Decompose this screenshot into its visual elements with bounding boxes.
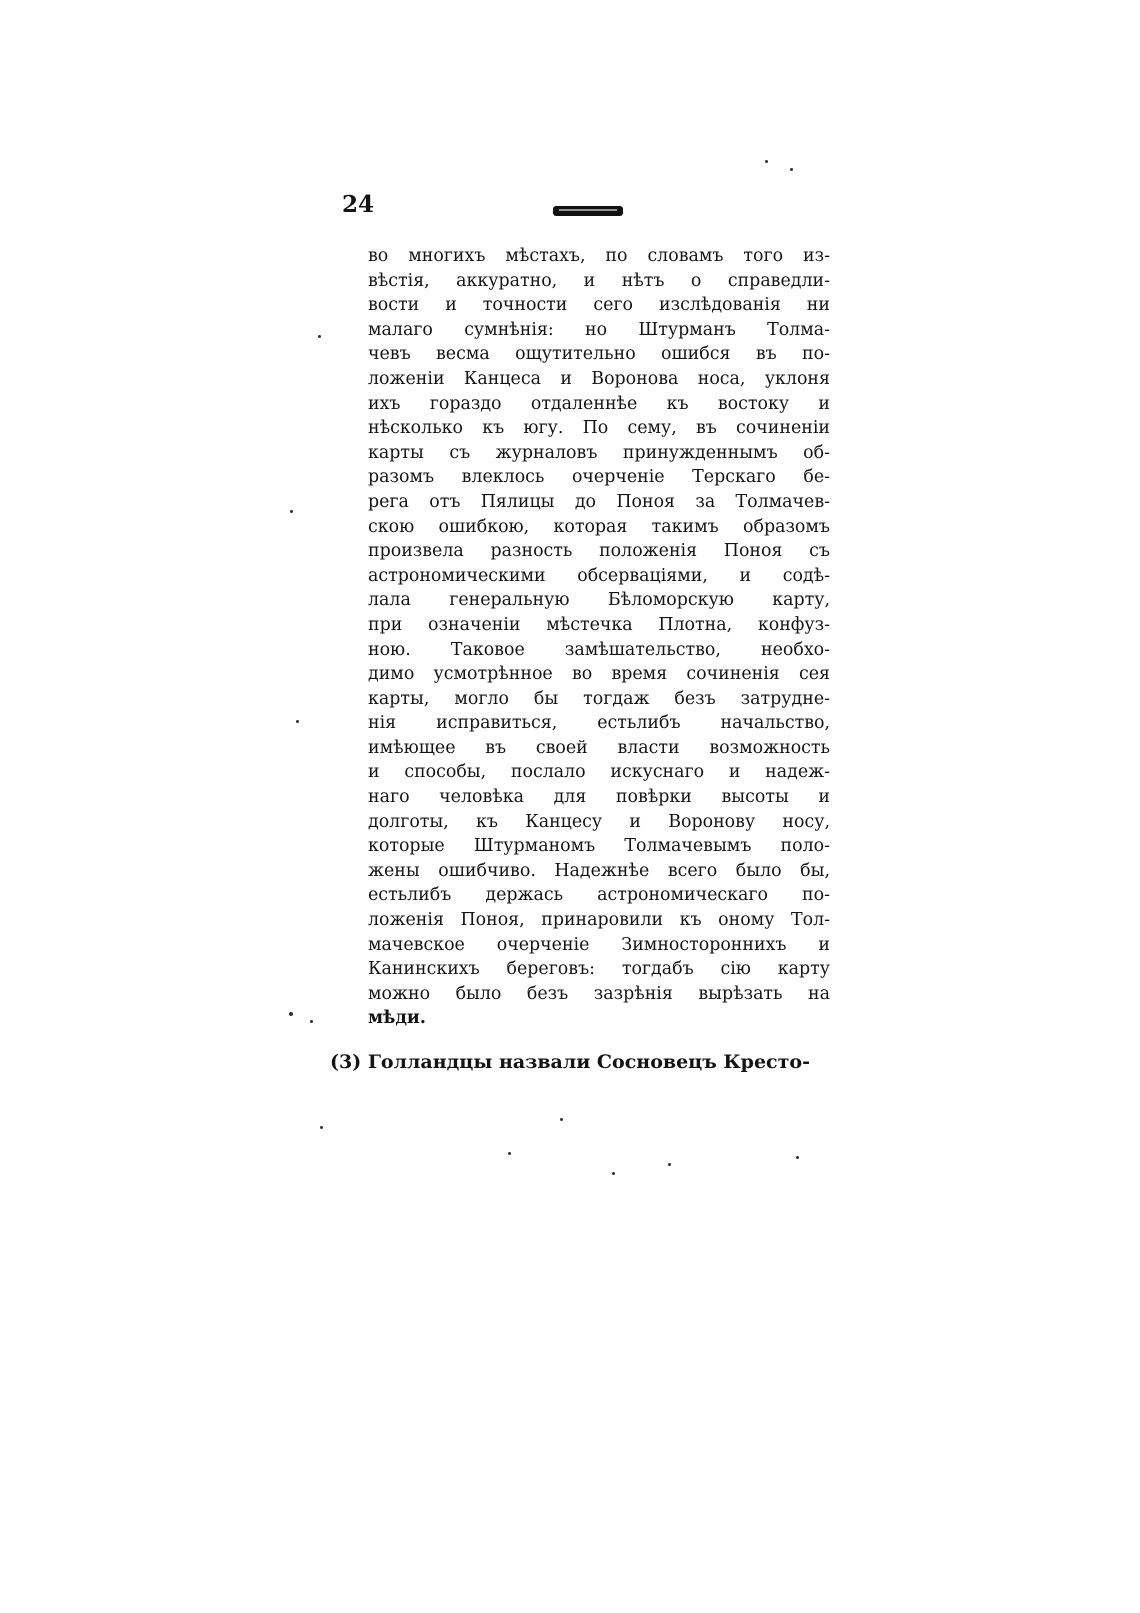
text-line: карты, могло бы тогдаж безъ затрудне-: [368, 688, 830, 709]
text-line: и способы, послало искуснаго и надеж-: [368, 762, 830, 783]
scan-speck: [320, 1126, 323, 1129]
text-line: рега отъ Пялицы до Поноя за Толмачев-: [368, 491, 830, 512]
page-number: 24: [342, 191, 375, 218]
scan-speck: [508, 1152, 511, 1155]
footnote-line: (3) Голландцы назвали Сосновецъ Кресто-: [330, 1051, 810, 1073]
text-line: мѣди.: [368, 1008, 426, 1029]
text-line: нія исправиться, естьлибъ начальство,: [368, 713, 830, 734]
text-line: скою ошибкою, которая такимъ образомъ: [368, 516, 830, 537]
text-line: произвела разность положенія Поноя съ: [368, 541, 830, 562]
scan-speck: [290, 510, 293, 513]
scan-speck: [560, 1118, 563, 1121]
text-line: ложенія Поноя, принаровили къ оному Тол-: [368, 910, 830, 931]
scan-speck: [765, 160, 768, 163]
scan-speck: [296, 720, 299, 723]
text-line: вѣстія, аккуратно, и нѣтъ о справедли-: [368, 270, 830, 291]
text-line: разомъ влеклось очерченіе Терскаго бе-: [368, 467, 830, 488]
text-line: Канинскихъ береговъ: тогдабъ сію карту: [368, 959, 830, 980]
header-rule: [553, 206, 623, 216]
text-line: вости и точности сего изслѣдованія ни: [368, 295, 830, 316]
text-line: наго человѣка для повѣрки высоты и: [368, 787, 830, 808]
text-line: карты съ журналовъ принужденнымъ об-: [368, 442, 830, 463]
text-line: во многихъ мѣстахъ, по словамъ того из-: [368, 246, 830, 266]
text-line: мачевское очерченіе Зимностороннихъ и: [368, 934, 830, 955]
scan-speck: [790, 168, 793, 171]
text-line: нѣсколько къ югу. По сему, въ сочиненіи: [368, 418, 830, 439]
text-line: астрономическими обсерваціями, и содѣ-: [368, 565, 830, 586]
text-line: димо усмотрѣнное во время сочиненія сея: [368, 664, 830, 685]
scan-speck: [668, 1163, 671, 1166]
body-text: [368, 244, 830, 1031]
scan-speck: [310, 1020, 313, 1023]
text-line: малаго сумнѣнія: но Штурманъ Толма-: [368, 319, 830, 340]
scan-speck: [318, 335, 321, 338]
text-line: которые Штурманомъ Толмачевымъ поло-: [368, 836, 830, 857]
text-line: естьлибъ держась астрономическаго по-: [368, 885, 830, 906]
text-line: ложеніи Канцеса и Воронова носа, уклоня: [368, 368, 830, 389]
text-line: можно было безъ зазрѣнія вырѣзать на: [368, 983, 830, 1004]
scan-speck: [796, 1156, 799, 1159]
text-line: при означеніи мѣстечка Плотна, конфуз-: [368, 614, 830, 635]
scan-speck: [289, 1012, 293, 1016]
text-line: чевъ весма ощутительно ошибся въ по-: [368, 344, 830, 365]
scan-speck: [612, 1172, 615, 1175]
text-line: ною. Таковое замѣшательство, необхо-: [368, 639, 830, 660]
text-line: жены ошибчиво. Надежнѣе всего было бы,: [368, 860, 830, 881]
text-line: ихъ гораздо отдаленнѣе къ востоку и: [368, 393, 830, 414]
text-line: долготы, къ Канцесу и Воронову носу,: [368, 811, 830, 832]
text-line: имѣющее въ своей власти возможность: [368, 737, 830, 758]
text-line: лала генеральную Бѣломорскую карту,: [368, 590, 830, 611]
